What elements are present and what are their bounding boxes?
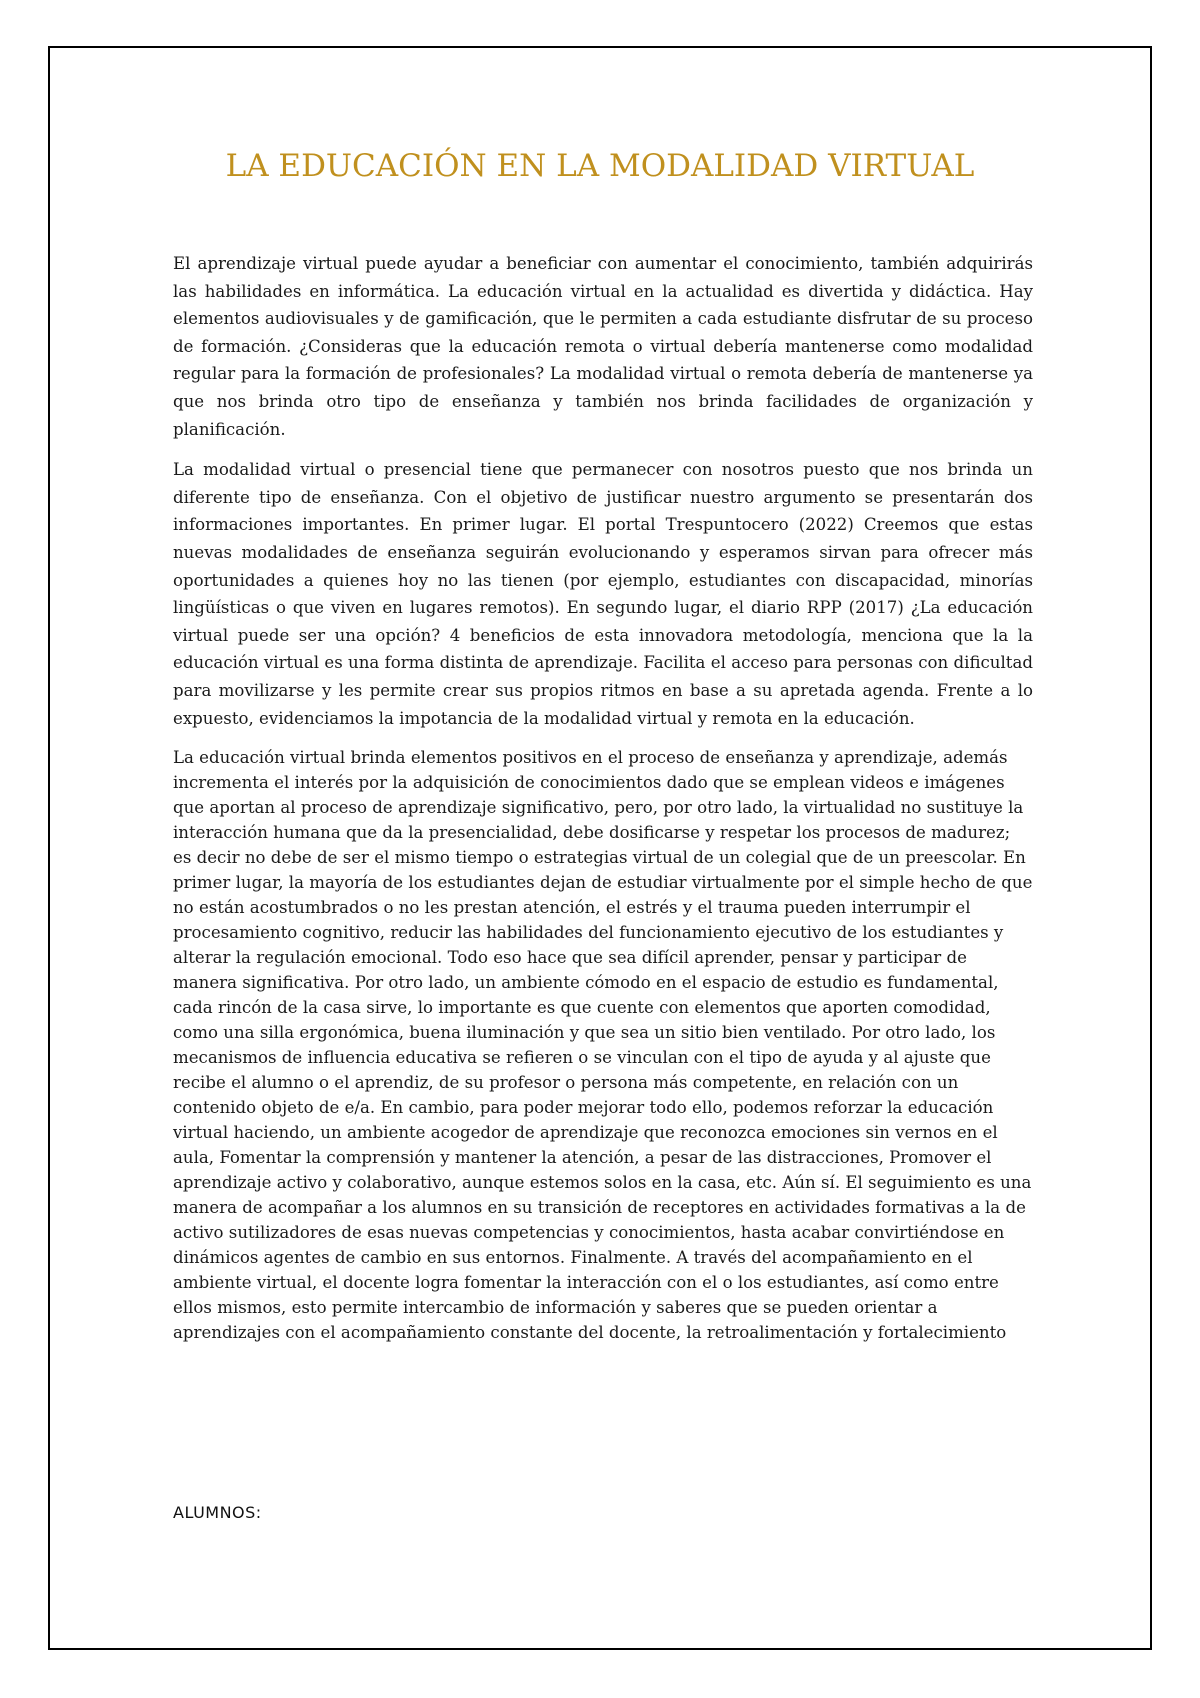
document-body bbox=[173, 250, 1033, 1358]
paragraph-1: El aprendizaje virtual puede ayudar a beneficiar con aumentar el conocimiento, también adquirirás las habilidades en informática. La educación virtual en la actualidad es divertida y didáctica. Hay elementos audiovisuales y de gamificación, que le permiten a cada estudiante disfrutar de su proceso de formación. ¿Consideras que la educación remota o virtual debería mantenerse como modalidad regular para la formación de profesionales? La modalidad virtual o remota debería de mantenerse ya que nos brinda otro tipo de enseñanza y también nos brinda facilidades de organización y planificación. bbox=[173, 254, 1033, 439]
paragraph-3: La educación virtual brinda elementos positivos en el proceso de enseñanza y aprendizaje, además incrementa el interés por la adquisición de conocimientos dado que se emplean videos e imágenes que aportan al proceso de aprendizaje significativo, pero, por otro lado, la virtualidad no sustituye la interacción humana que da la presencialidad, debe dosificarse y respetar los procesos de madurez; es decir no debe de ser el mismo tiempo o estrategias virtual de un colegial que de un preescolar. En primer lugar, la mayoría de los estudiantes dejan de estudiar virtualmente por el simple hecho de que no están acostumbrados o no les prestan atención, el estrés y el trauma pueden interrumpir el procesamiento cognitivo, reducir las habilidades del funcionamiento ejecutivo de los estudiantes y alterar la regulación emocional. Todo eso hace que sea difícil aprender, pensar y participar de manera significativa. Por otro lado, un ambiente cómodo en el espacio de estudio es fundamental, cada rincón de la casa sirve, lo importante es que cuente con elementos que aporten comodidad, como una silla ergonómica, buena iluminación y que sea un sitio bien ventilado. Por otro lado, los mecanismos de influencia educativa se refieren o se vinculan con el tipo de ayuda y al ajuste que recibe el alumno o el aprendiz, de su profesor o persona más competente, en relación con un contenido objeto de e/a. En cambio, para poder mejorar todo ello, podemos reforzar la educación virtual haciendo, un ambiente acogedor de aprendizaje que reconozca emociones sin vernos en el aula, Fomentar la comprensión y mantener la atención, a pesar de las distracciones, Promover el aprendizaje activo y colaborativo, aunque estemos solos en la casa, etc. Aún sí. El seguimiento es una manera de acompañar a los alumnos en su transición de receptores en actividades formativas a la de activo sutilizadores de esas nuevas competencias y conocimientos, hasta acabar convirtiéndose en dinámicos agentes de cambio en sus entornos. Finalmente. A través del acompañamiento en el ambiente virtual, el docente logra fomentar la interacción con el o los estudiantes, así como entre ellos mismos, esto permite intercambio de información y saberes que se pueden orientar a aprendizajes con el acompañamiento constante del docente, la retroalimentación y fortalecimiento bbox=[173, 748, 1033, 1343]
paragraph-2: La modalidad virtual o presencial tiene que permanecer con nosotros puesto que nos brinda un diferente tipo de enseñanza. Con el objetivo de justificar nuestro argumento se presentarán dos informaciones importantes. En primer lugar. El portal Trespuntocero (2022) Creemos que estas nuevas modalidades de enseñanza seguirán evolucionando y esperamos sirvan para ofrecer más oportunidades a quienes hoy no las tienen (por ejemplo, estudiantes con discapacidad, minorías lingüísticas o que viven en lugares remotos). En segundo lugar, el diario RPP (2017) ¿La educación virtual puede ser una opción? 4 beneficios de esta innovadora metodología, menciona que la la educación virtual es una forma distinta de aprendizaje. Facilita el acceso para personas con dificultad para movilizarse y les permite crear sus propios ritmos en base a su apretada agenda. Frente a lo expuesto, evidenciamos la impotancia de la modalidad virtual y remota en la educación. bbox=[173, 460, 1033, 728]
document-title: LA EDUCACIÓN EN LA MODALIDAD VIRTUAL bbox=[225, 148, 975, 184]
students-label: ALUMNOS: bbox=[173, 1503, 262, 1522]
